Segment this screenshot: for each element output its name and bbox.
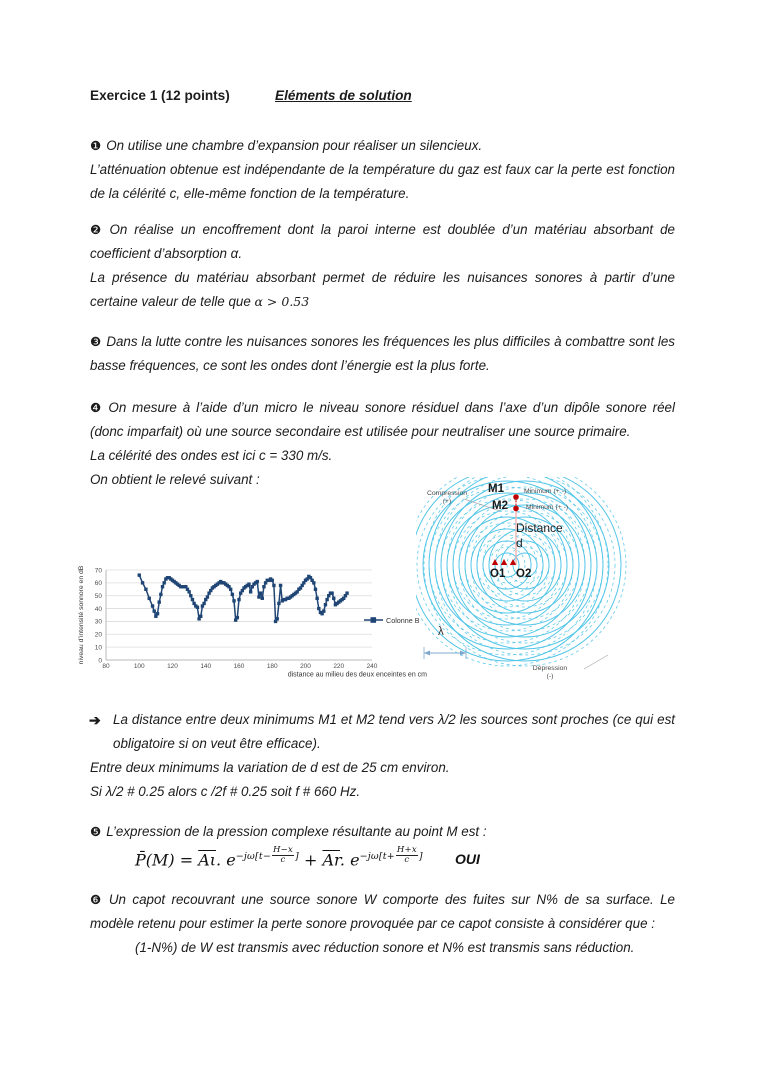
paragraph-point-1: [90, 134, 675, 206]
svg-text:80: 80: [102, 663, 110, 670]
p6-indented-line: (1-N%) de W est transmis avec réduction sonore et N% est transmis sans réduction.: [135, 940, 635, 955]
svg-text:140: 140: [200, 663, 212, 670]
svg-text:220: 220: [333, 663, 345, 670]
bullet-2-icon: ❷: [90, 223, 105, 237]
p2-first: On réalise un encoffrement dont la paroi interne est doublée d’un matériau absorbant de coefficient d’absorption α.: [90, 222, 675, 261]
source-marker: [492, 559, 498, 565]
p1-first: On utilise une chambre d’expansion pour réaliser un silencieux.: [106, 138, 483, 153]
figure-measurement: [0, 460, 763, 705]
p1-rest: L’atténuation obtenue est indépendante de la température du gaz est faux car la perte est fonction de la célérité c, elle-même fonction de la température.: [90, 162, 675, 201]
exercise-title: Exercice 1 (12 points): [90, 88, 230, 103]
formula-lhs: P̄(M) =: [135, 850, 199, 870]
paragraph-point-3: [90, 330, 675, 378]
p2-rest: [90, 266, 675, 314]
depression-text: Dépression: [532, 665, 568, 672]
formula-ar: $\overline{Ar}$: [322, 850, 340, 870]
label-m2: M2: [492, 500, 508, 512]
pressure-formula: [135, 846, 675, 880]
source-marker: [510, 559, 516, 565]
label-minimum-2: Minimum (+ -): [526, 504, 569, 511]
title-row: [90, 88, 675, 103]
paragraph-point-6: [90, 888, 675, 960]
svg-text:niveau d’intensité sonnore en: niveau d’intensité sonnore en dB: [78, 565, 85, 665]
bullet-1-icon: ❶: [90, 139, 102, 153]
arrow-text: La distance entre deux minimums M1 et M2 tend vers λ/2 les sources sont proches (ce qui est obligatoire si on veut être efficace).: [113, 712, 675, 751]
svg-text:70: 70: [94, 567, 102, 575]
svg-text:240: 240: [366, 663, 378, 670]
formula-plus: +: [298, 850, 323, 870]
svg-text:20: 20: [94, 631, 102, 639]
p2-alpha-condition: α > 0.53: [254, 294, 310, 309]
svg-text:10: 10: [94, 644, 102, 652]
svg-text:0: 0: [98, 657, 102, 665]
chart-gridlines: [106, 570, 372, 647]
exp1-den: c: [280, 855, 286, 866]
data-markers: [138, 573, 349, 623]
svg-text:40: 40: [94, 605, 102, 613]
exp1-num: H−x: [273, 845, 293, 855]
svg-text:Colonne B: Colonne B: [386, 615, 420, 625]
m1-dot: [513, 494, 519, 500]
p4-first: On mesure à l’aide d’un micro le niveau sonore résiduel dans l’axe d’un dipôle sonore réel (donc imparfait) où une source secondaire est utilisée pour neutraliser une source primaire.: [90, 400, 675, 439]
svg-text:distance au milieu des deux en: distance au milieu des deux enceintes en cm: [287, 671, 427, 679]
exp2-num: H+x: [396, 845, 417, 855]
paragraph-point-5: [90, 820, 675, 844]
bullet-3-icon: ❸: [90, 335, 102, 349]
label-depression: [508, 665, 592, 682]
exp1-fraction: [272, 846, 294, 866]
formula-exp-2: [359, 845, 423, 866]
dipole-wave-diagram: [416, 477, 698, 695]
svg-text:100: 100: [133, 663, 145, 670]
formula-dot-e-1: . e: [216, 850, 236, 870]
exp2-close: ]: [418, 850, 423, 862]
compression-sign: (+): [442, 498, 452, 506]
bullet-6-icon: ❻: [90, 893, 104, 907]
exp2-pre: −jω[t+: [359, 850, 395, 862]
sound-level-chart: [76, 546, 436, 688]
svg-text:120: 120: [167, 663, 178, 670]
svg-text:160: 160: [233, 663, 245, 670]
bullet-4-icon: ❹: [90, 401, 104, 415]
paragraph-point-2: [90, 218, 675, 314]
p4-line3: On obtient le relevé suivant :: [90, 472, 260, 487]
label-distance: Distance: [516, 521, 563, 535]
p4-line2: La célérité des ondes est ici c = 330 m/s.: [90, 448, 333, 463]
arrow-line2: Entre deux minimums la variation de d est de 25 cm environ.: [90, 760, 450, 775]
svg-text:200: 200: [300, 663, 311, 670]
exp1-close: ]: [294, 850, 299, 862]
p6-text: Un capot recouvrant une source sonore W comporte des fuites sur N% de sa surface. Le modèle retenu pour estimer la perte sonore provoquée par ce capot consiste à considérer que :: [90, 892, 675, 931]
label-o1: O1: [490, 568, 506, 580]
p2-rest-text: La présence du matériau absorbant permet de réduire les nuisances sonores à partir d’une certaine valeur de telle que: [90, 270, 675, 309]
svg-text:50: 50: [94, 593, 102, 601]
depression-sign: (-): [546, 673, 554, 681]
arrow-first-line: [90, 708, 675, 756]
exp1-pre: −jω[t−: [235, 850, 272, 862]
svg-text:180: 180: [266, 663, 278, 670]
label-m1: M1: [488, 483, 504, 495]
chart-svg: [76, 546, 436, 688]
arrow-icon: ➔: [89, 712, 101, 728]
svg-text:30: 30: [94, 618, 102, 626]
formula-ai: $\overline{A\iota}$: [198, 850, 217, 870]
label-minimum-1: Minimum (+ -): [524, 488, 567, 495]
answer-oui: OUI: [455, 851, 480, 867]
exp2-fraction: [396, 846, 418, 866]
label-o2: O2: [516, 568, 532, 580]
conclusion-arrow-paragraph: [90, 708, 675, 804]
p5-text: L’expression de la pression complexe résultante au point M est :: [106, 824, 487, 839]
solution-heading: Eléments de solution: [275, 88, 412, 103]
svg-text:60: 60: [94, 580, 102, 588]
bullet-5-icon: ❺: [90, 825, 102, 839]
m2-dot: [513, 506, 519, 512]
arrow-line3: Si λ/2 # 0.25 alors c /2f # 0.25 soit f # 660 Hz.: [90, 784, 361, 799]
label-compression: [416, 490, 478, 507]
label-d: d: [516, 536, 523, 550]
formula-exp-1: [235, 845, 299, 866]
p3-text: Dans la lutte contre les nuisances sonores les fréquences les plus difficiles à combattre sont les basse fréquences, ce sont les ondes dont l’énergie est la plus forte.: [90, 334, 675, 373]
compression-text: Compression: [426, 490, 468, 497]
label-lambda: λ: [438, 626, 444, 638]
formula-dot-e-2: . e: [339, 850, 360, 870]
exp2-den: c: [404, 855, 410, 866]
